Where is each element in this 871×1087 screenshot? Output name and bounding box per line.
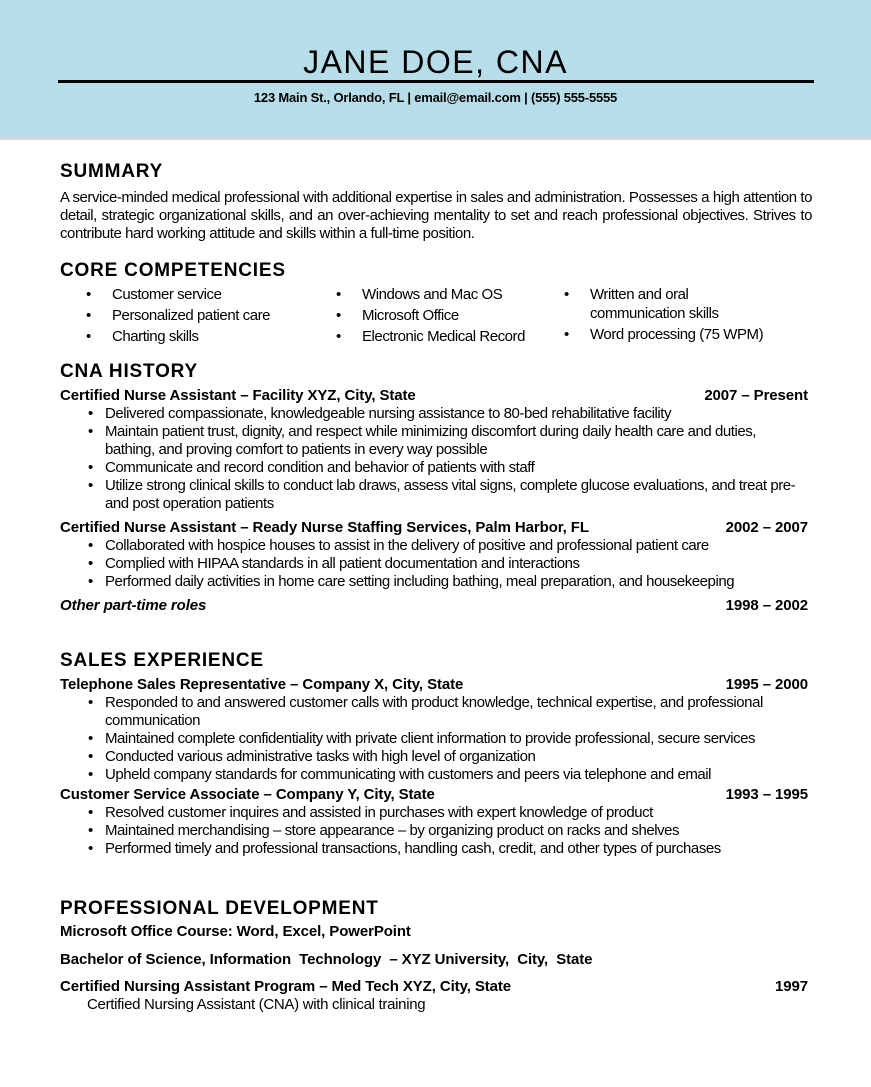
section-heading: CORE COMPETENCIES bbox=[60, 260, 286, 281]
competencies-section bbox=[60, 260, 812, 347]
list-item: • Maintain patient trust, dignity, and respect while minimizing discomfort during daily health care and duties, bathing, and proving comfort to patients in every way possible bbox=[105, 423, 800, 459]
list-item: • Personalized patient care bbox=[60, 305, 310, 326]
job-dates: 1993 – 1995 bbox=[725, 786, 808, 803]
list-item: • Electronic Medical Record bbox=[310, 326, 564, 347]
candidate-name: JANE DOE, CNA bbox=[303, 44, 568, 80]
job-header bbox=[60, 597, 812, 615]
job-title: Telephone Sales Representative – Company X, City, State bbox=[60, 676, 464, 693]
list-item: • Microsoft Office bbox=[310, 305, 564, 326]
degree-title: Bachelor of Science, Information Technology – XYZ University, City, State bbox=[60, 951, 593, 968]
program-title: Certified Nursing Assistant Program – Med Tech XYZ, City, State bbox=[60, 978, 512, 995]
competency-column bbox=[310, 284, 564, 347]
job-bullets bbox=[60, 694, 800, 784]
job-dates: 2002 – 2007 bbox=[725, 519, 808, 536]
list-item: • Collaborated with hospice houses to assist in the delivery of positive and professional patient care bbox=[105, 537, 800, 555]
list-item: • Performed timely and professional transactions, handling cash, credit, and other types of purchases bbox=[105, 840, 800, 858]
job-dates: 2007 – Present bbox=[704, 387, 808, 404]
list-item: • Maintained complete confidentiality with private client information to provide professional, secure services bbox=[105, 730, 800, 748]
program-description: Certified Nursing Assistant (CNA) with clinical training bbox=[87, 996, 426, 1013]
section-heading: SUMMARY bbox=[60, 161, 164, 182]
program-dates: 1997 bbox=[775, 978, 808, 995]
header-banner bbox=[0, 0, 871, 140]
list-item: • Performed daily activities in home care setting including bathing, meal preparation, and housekeeping bbox=[105, 573, 800, 591]
job-bullets bbox=[60, 537, 800, 591]
list-item: • Utilize strong clinical skills to conduct lab draws, assess vital signs, complete glucose evaluations, and treat pre-and post operation patients bbox=[105, 477, 800, 513]
list-item: • Conducted various administrative tasks with high level of organization bbox=[105, 748, 800, 766]
list-item: • Word processing (75 WPM) bbox=[564, 325, 764, 344]
list-item: • Windows and Mac OS bbox=[310, 284, 564, 305]
course-title: Microsoft Office Course: Word, Excel, PowerPoint bbox=[60, 923, 411, 940]
competency-column bbox=[564, 284, 764, 347]
cna-history-section bbox=[60, 361, 812, 615]
program-item bbox=[60, 978, 812, 996]
job-header bbox=[60, 676, 812, 694]
summary-section bbox=[60, 161, 812, 243]
job-dates: 1998 – 2002 bbox=[725, 597, 808, 614]
sales-section bbox=[60, 650, 812, 858]
list-item: • Maintained merchandising – store appearance – by organizing product on racks and shelves bbox=[105, 822, 800, 840]
list-item: • Upheld company standards for communicating with customers and peers via telephone and email bbox=[105, 766, 800, 784]
list-item: • Resolved customer inquires and assisted in purchases with expert knowledge of product bbox=[105, 804, 800, 822]
contact-info: 123 Main St., Orlando, FL | email@email.com | (555) 555-5555 bbox=[253, 90, 618, 105]
list-item: • Delivered compassionate, knowledgeable nursing assistance to 80-bed rehabilitative facility bbox=[105, 405, 800, 423]
development-section bbox=[60, 898, 812, 1014]
list-item: • Responded to and answered customer calls with product knowledge, technical expertise, and professional communication bbox=[105, 694, 800, 730]
list-item: • Communicate and record condition and behavior of patients with staff bbox=[105, 459, 800, 477]
list-item: • Complied with HIPAA standards in all patient documentation and interactions bbox=[105, 555, 800, 573]
section-heading: CNA HISTORY bbox=[60, 361, 198, 382]
competency-column bbox=[60, 284, 310, 347]
course-item bbox=[60, 923, 812, 941]
list-item: • Charting skills bbox=[60, 326, 310, 347]
job-dates: 1995 – 2000 bbox=[725, 676, 808, 693]
job-bullets bbox=[60, 405, 800, 513]
job-title: Customer Service Associate – Company Y, City, State bbox=[60, 786, 435, 803]
job-title: Certified Nurse Assistant – Ready Nurse Staffing Services, Palm Harbor, FL bbox=[60, 519, 589, 536]
job-header bbox=[60, 786, 812, 804]
job-title: Other part-time roles bbox=[60, 597, 207, 614]
job-title: Certified Nurse Assistant – Facility XYZ, City, State bbox=[60, 387, 416, 404]
summary-text: A service-minded medical professional with additional expertise in sales and administration. Possesses a high attention to detail, strategic organizational skills, and an over-achieving mentality to set and reach professional objectives. Strives to contribute hard working attitude and skills within a full-time position. bbox=[60, 189, 812, 242]
section-heading: SALES EXPERIENCE bbox=[60, 650, 264, 671]
header-rule bbox=[58, 80, 814, 83]
list-item: • Customer service bbox=[60, 284, 310, 305]
job-header bbox=[60, 519, 812, 537]
job-bullets bbox=[60, 804, 800, 858]
section-heading: PROFESSIONAL DEVELOPMENT bbox=[60, 898, 379, 919]
degree-item bbox=[60, 951, 812, 969]
list-item: • Written and oral communication skills bbox=[564, 285, 764, 323]
job-header bbox=[60, 387, 812, 405]
